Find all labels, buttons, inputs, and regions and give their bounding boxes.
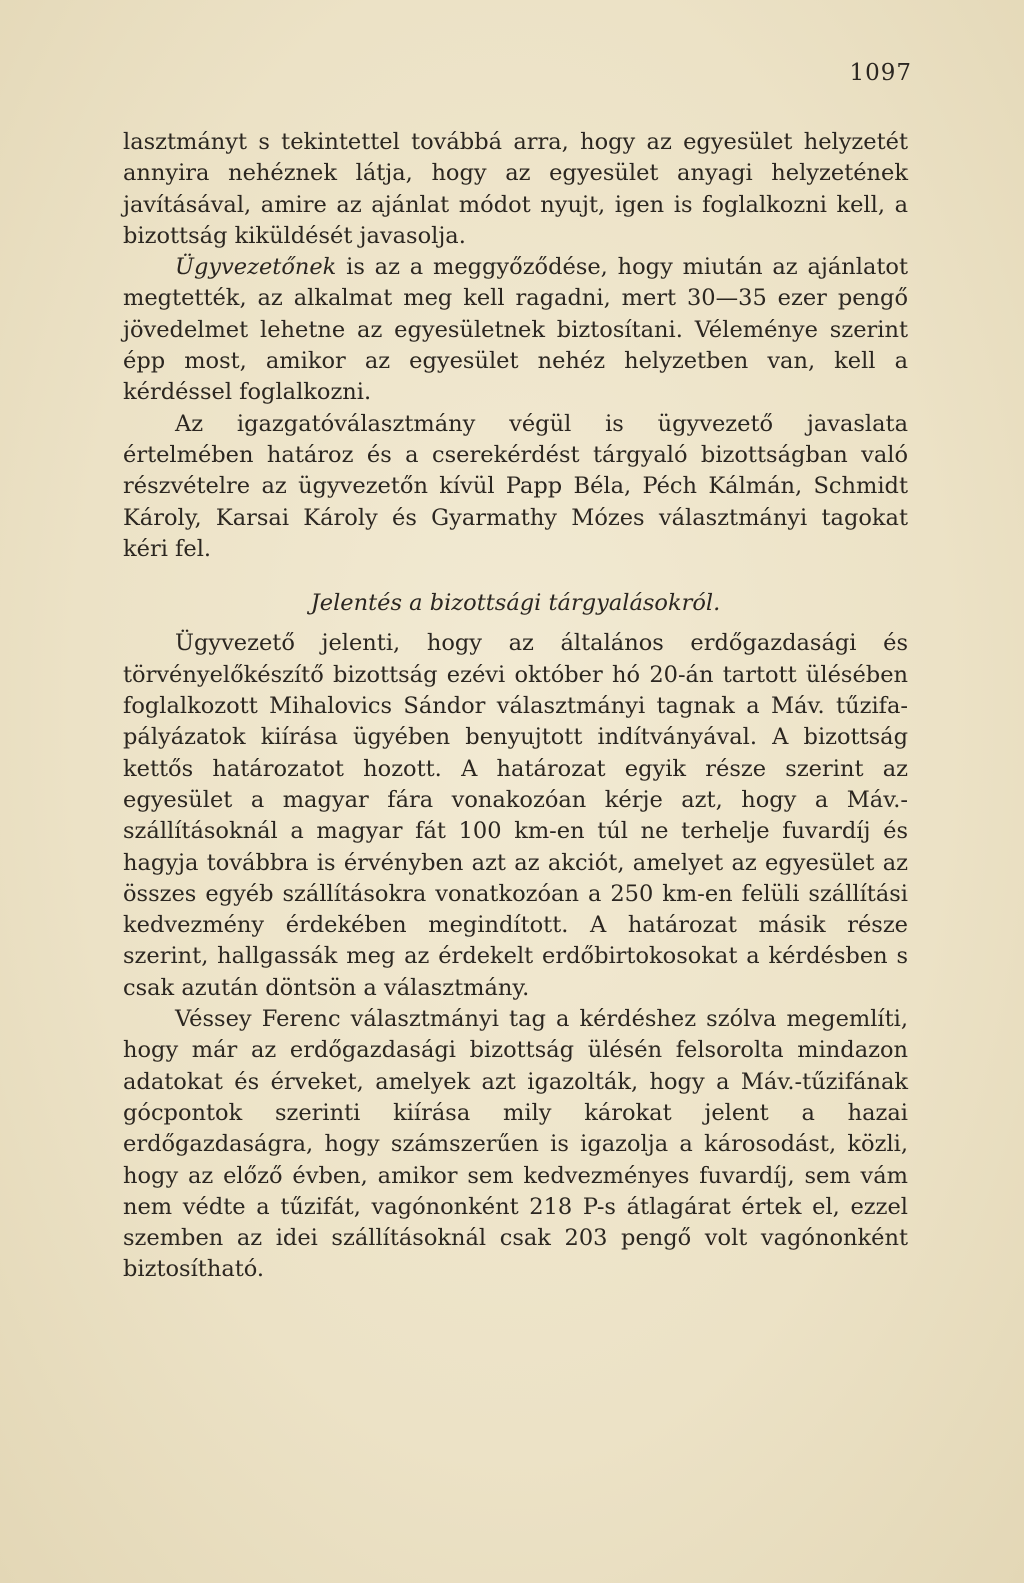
paragraph-continuation: lasztmányt s tekintettel továbbá arra, hogy az egyesület helyzetét annyira nehéznek látja, hogy az egyesület anyagi helyzetének javításával, amire az ajánlat módot nyujt, igen is foglalkozni kell, a bizottság kiküldését javasolja.: [123, 129, 908, 249]
section-heading: Jelentés a bizottsági tárgyalásokról.: [310, 590, 721, 617]
paragraph-lead-word: Ügyvezetőnek: [175, 254, 337, 281]
page-body: [123, 127, 908, 1286]
paragraph-text: is az a meggyőződése, hogy miután az ajánlatot megtették, az alkalmat meg kell ragadni, mert 30—35 ezer pengő jövedelmet lehetne az egyesületnek biztosítani. Véleménye szerint épp most, amikor az egyesület nehéz helyzetben van, kell a kérdéssel foglalkozni.: [123, 254, 908, 406]
page-number: 1097: [849, 60, 912, 86]
paragraph-vessey-remarks: Véssey Ferenc választmányi tag a kérdéshez szólva megemlíti, hogy már az erdőgazdasági bizottság ülésén felsorolta mindazon adatokat és érveket, amelyek azt igazolták, hogy a Máv.-tűzifának gócpontok szerinti kiírása mily károkat jelent a hazai erdőgazdaságra, hogy számszerűen is igazolja a károsodást, közli, hogy az előző évben, amikor sem kedvezményes fuvardíj, sem vám nem védte a tűzifát, vagónonként 218 P-s átlagárat értek el, ezzel szemben az idei szállításoknál csak 203 pengő volt vagónonként biztosítható.: [123, 1006, 908, 1283]
paragraph-committee-report: Ügyvezető jelenti, hogy az általános erdőgazdasági és törvényelőkészítő bizottság ezévi október hó 20-án tartott ülésében foglalkozott Mihalovics Sándor választmányi tagnak a Máv. tűzifa-pályázatok kiírása ügyében benyujtott indítványával. A bizottság kettős határozatot hozott. A határozat egyik része szerint az egyesület a magyar fára vonakozóan kérje azt, hogy a Máv.-szállításoknál a magyar fát 100 km-en túl ne terhelje fuvardíj és hagyja továbbra is érvényben azt az akciót, amelyet az egyesület az összes egyéb szállításokra vonatkozóan a 250 km-en felüli szállítási kedvezmény érdekében megindított. A határozat másik része szerint, hallgassák meg az érdekelt erdőbirtokosokat a kérdésben s csak azután döntsön a választmány.: [123, 630, 908, 1001]
paragraph-executive-opinion: [123, 252, 908, 408]
paragraph-board-decision: Az igazgatóválasztmány végül is ügyvezető javaslata értelmében határoz és a cserekérdést tárgyaló bizottságban való részvételre az ügyvezetőn kívül Papp Béla, Péch Kálmán, Schmidt Károly, Karsai Károly és Gyarmathy Mózes választmányi tagokat kéri fel.: [123, 410, 908, 562]
